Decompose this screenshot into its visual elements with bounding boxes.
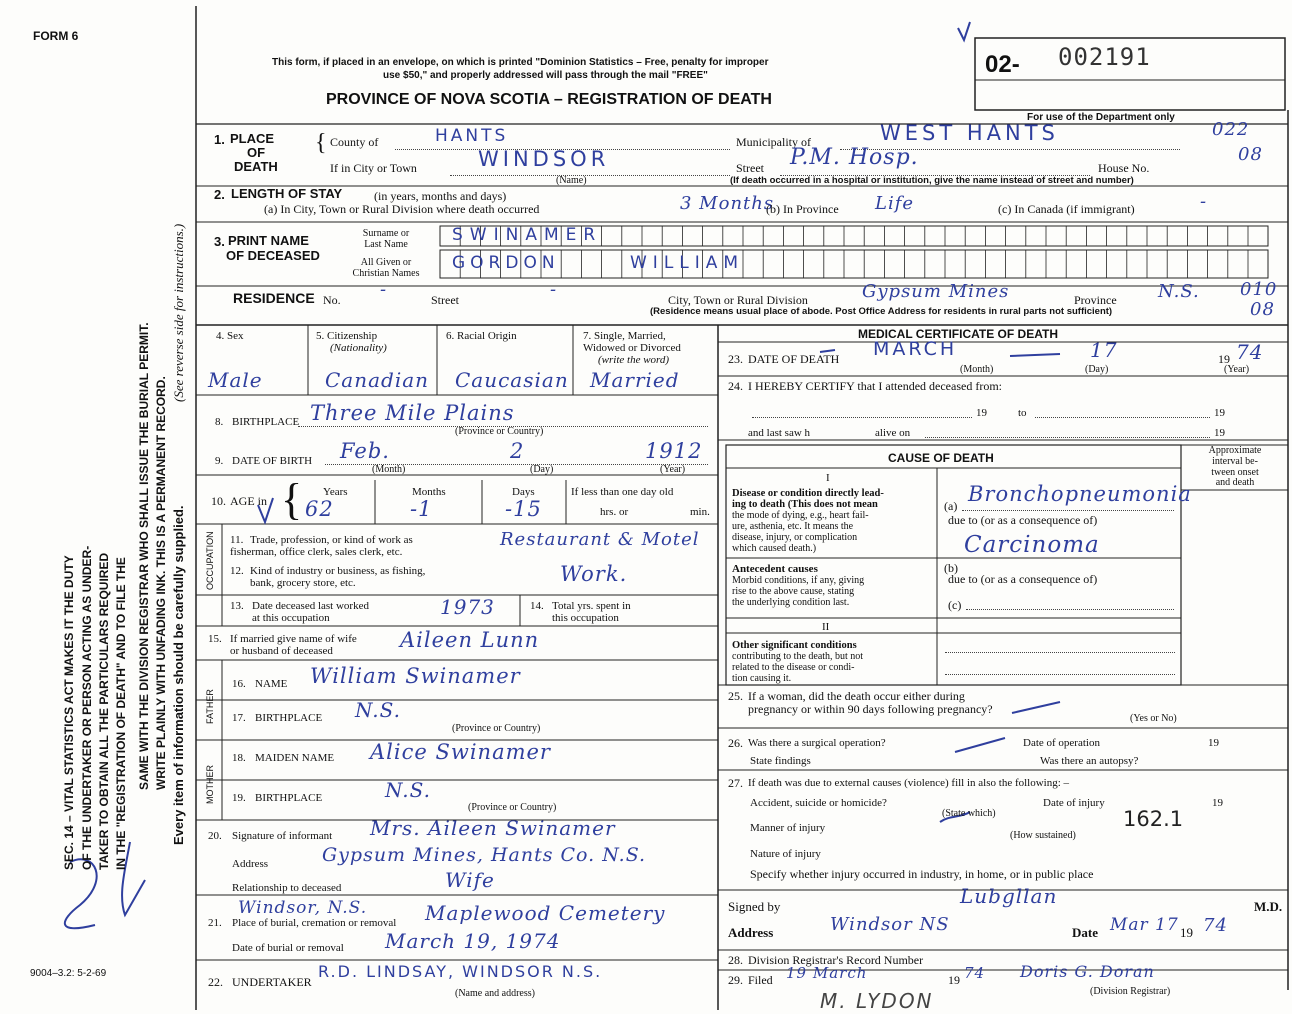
disease-label-1: Disease or condition directly lead- [732, 488, 884, 499]
q27-specify: Specify whether injury occurred in industry, in home, or in public place [750, 867, 1094, 881]
spouse-line2: or husband of deceased [230, 645, 333, 657]
dept-code-1: 022 [1212, 119, 1250, 140]
q27-manner-value: 162.1 [1123, 807, 1184, 831]
dob-month-caption: (Month) [372, 464, 406, 475]
surname-value: SWINAMER [452, 225, 603, 245]
q24-line-alive [925, 437, 1210, 438]
dob-month: Feb. [340, 439, 390, 463]
side-text-line4: IN THE "REGISTRATION OF DEATH" AND TO FILE THE [114, 557, 128, 870]
sex-label: 4. Sex [216, 330, 244, 342]
age-hrs-label: hrs. or [600, 506, 629, 518]
mother-side-label: MOTHER [205, 765, 215, 804]
father-name-label: NAME [255, 678, 288, 690]
sig-date-label: Date [1072, 925, 1098, 940]
spouse-num: 15. [208, 633, 222, 645]
burial-num: 21. [208, 917, 222, 929]
q27-state-caption: (State which) [942, 808, 996, 819]
cause-header: CAUSE OF DEATH [888, 451, 994, 465]
citizenship-label-2: (Nationality) [330, 342, 387, 354]
father-side-label: FATHER [205, 689, 215, 724]
q26-op-19: 19 [1208, 737, 1219, 749]
other-label-4: tion causing it. [732, 673, 792, 684]
q27-nature-label: Nature of injury [750, 848, 821, 860]
q14-num: 14. [530, 600, 544, 612]
informant-sig-value: Mrs. Aileen Swinamer [370, 816, 616, 840]
death-day-caption: (Day) [1085, 364, 1109, 375]
other-label-1: Other significant conditions [732, 640, 857, 651]
residence-city-value: Gypsum Mines [862, 281, 1010, 302]
undertaker-num: 22. [208, 975, 223, 989]
other-line-1 [945, 652, 1175, 653]
mother-name-num: 18. [232, 752, 246, 764]
other-label-3: related to the disease or condi- [732, 662, 855, 673]
father-bp-label: BIRTHPLACE [255, 712, 323, 724]
q28-label: Division Registrar's Record Number [748, 953, 924, 967]
street-value: P.M. Hosp. [790, 145, 919, 170]
mother-bp-label: BIRTHPLACE [255, 792, 323, 804]
street-label: Street [736, 161, 764, 175]
house-label: House No. [1098, 161, 1150, 175]
sex-value: Male [208, 368, 263, 392]
q12-line2: bank, grocery store, etc. [250, 577, 356, 589]
cause-due-1: due to (or as a consequence of) [948, 513, 1098, 527]
q24-line-from [752, 417, 972, 418]
q13-line2: at this occupation [252, 612, 330, 624]
form-label: FORM 6 [33, 29, 79, 43]
city-value: WINDSOR [478, 147, 610, 171]
dept-code-3: 010 [1240, 279, 1278, 300]
q14-line2: this occupation [552, 612, 619, 624]
cause-part2: II [822, 621, 830, 633]
death-year-caption: (Year) [1224, 364, 1250, 375]
md-label: M.D. [1254, 899, 1283, 914]
q24-19a: 19 [976, 407, 987, 419]
death-day: 17 [1090, 338, 1118, 362]
side-text-line6: WRITE PLAINLY WITH UNFADING INK. THIS IS A PERMANENT RECORD. [154, 376, 168, 790]
death-month: MARCH [873, 338, 958, 360]
given-name-2: WILLIAM [630, 253, 745, 273]
q25-caption: (Yes or No) [1130, 713, 1177, 724]
q24-19b: 19 [1214, 407, 1225, 419]
father-bp-num: 17. [232, 712, 246, 724]
q27-injury-date-label: Date of injury [1043, 797, 1105, 809]
father-bp-value: N.S. [355, 698, 401, 722]
q23-num: 23. [728, 352, 743, 366]
county-label: County of [330, 135, 379, 149]
dob-label: DATE OF BIRTH [232, 455, 313, 467]
q11-num: 11. [230, 534, 244, 546]
q24-last: and last saw h [748, 427, 811, 439]
stay-num: 2. [214, 187, 225, 202]
q27-accident-label: Accident, suicide or homicide? [750, 797, 887, 809]
q29-filed-date: 19 March [786, 964, 868, 982]
sig-date-value: Mar 17 [1110, 915, 1179, 935]
dob-day: 2 [510, 439, 525, 463]
q12-value: Work. [560, 562, 628, 586]
reg-number: 002191 [1058, 43, 1151, 71]
dob-year: 1912 [645, 439, 703, 463]
q29-caption: (Division Registrar) [1090, 986, 1171, 997]
q29-num: 29. [728, 973, 743, 987]
cause-b-label: (b) [944, 561, 958, 575]
q26-line2: State findings [750, 755, 811, 767]
name-label-1: PRINT NAME [228, 233, 309, 248]
cause-a-value: Bronchopneumonia [968, 482, 1192, 506]
side-text-line7: Every item of information should be carefully supplied. [171, 505, 186, 845]
cause-c-label: (c) [948, 598, 962, 612]
burial-place-extra: Windsor, N.S. [238, 898, 368, 918]
hospital-note: (If death occurred in a hospital or institution, give the name instead of street and number) [730, 175, 1134, 186]
residence-no-label: No. [323, 293, 341, 307]
q24-19c: 19 [1214, 427, 1225, 439]
age-label: AGE in [230, 494, 267, 508]
q13-num: 13. [230, 600, 244, 612]
residence-no-value: - [380, 279, 388, 300]
antecedent-label-4: the underlying condition last. [732, 597, 850, 608]
q25-line2: pregnancy or within 90 days following pregnancy? [748, 702, 993, 716]
q24-label: I HEREBY CERTIFY that I attended deceased from: [748, 379, 1002, 393]
q24-alive: alive on [875, 427, 911, 439]
sig-date-19: 19 [1180, 925, 1193, 940]
q25-line1: If a woman, did the death occur either during [748, 689, 965, 703]
surname-label-2: Last Name [364, 239, 408, 250]
q27-num: 27. [728, 776, 743, 790]
age-brace: { [281, 475, 303, 524]
dob-num: 9. [215, 455, 224, 467]
age-years-value: 62 [305, 497, 334, 521]
q24-line-to [1035, 417, 1210, 418]
medical-header: MEDICAL CERTIFICATE OF DEATH [858, 327, 1058, 341]
stay-a-value: 3 Months [680, 193, 775, 214]
cause-b-value: Carcinoma [964, 532, 1100, 558]
citizenship-label-1: 5. Citizenship [316, 330, 378, 342]
other-line-2 [945, 674, 1175, 675]
residence-street-label: Street [431, 293, 459, 307]
q11-line1: Trade, profession, or kind of work as [250, 534, 413, 546]
side-text-line2: OF THE UNDERTAKER OR PERSON ACTING AS UNDER- [80, 545, 94, 870]
occupation-side-label: OCCUPATION [205, 531, 215, 590]
age-days-label: Days [512, 486, 535, 498]
q29-registrar: Doris G. Doran [1020, 962, 1155, 981]
sig-address-label: Address [728, 925, 774, 940]
birthplace-caption: (Province or Country) [455, 426, 544, 437]
death-year-prefix: 19 [1218, 352, 1230, 366]
given-label-1: All Given or [360, 257, 412, 268]
residence-province-label: Province [1074, 293, 1117, 307]
antecedent-label-1: Antecedent causes [732, 563, 818, 575]
mother-bp-value: N.S. [385, 778, 431, 802]
name-num: 3. [214, 234, 225, 249]
age-days-value: -15 [505, 497, 542, 521]
q29-stamp: M. LYDON [820, 989, 934, 1013]
given-name-1: GORDON [452, 253, 560, 273]
citizenship-value: Canadian [325, 368, 430, 392]
birthplace-num: 8. [215, 416, 224, 428]
informant-rel-value: Wife [445, 868, 495, 892]
side-text-line5: SAME WITH THE DIVISION REGISTRAR WHO SHALL ISSUE THE BURIAL PERMIT. [137, 322, 151, 790]
q12-line1: Kind of industry or business, as fishing, [250, 565, 426, 577]
father-name-value: William Swinamer [310, 664, 521, 688]
birthplace-value: Three Mile Plains [310, 401, 515, 425]
residence-label: RESIDENCE [233, 290, 315, 306]
form-code: 9004–3.2: 5-2-69 [30, 968, 107, 979]
city-caption: (Name) [556, 175, 587, 186]
surname-label-1: Surname or [362, 228, 410, 239]
disease-label-5: disease, injury, or complication [732, 532, 858, 543]
marital-value: Married [590, 368, 680, 392]
side-text-line1: SEC. 14 – VITAL STATISTICS ACT MAKES IT THE DUTY [62, 555, 76, 870]
disease-label-3: the mode of dying, e.g., heart fail- [732, 510, 869, 521]
cause-a-line [962, 510, 1174, 511]
informant-rel-label: Relationship to deceased [232, 882, 342, 894]
age-years-label: Years [323, 486, 348, 498]
name-label-2: OF DECEASED [226, 248, 320, 263]
mother-bp-num: 19. [232, 792, 246, 804]
burial-place-label: Place of burial, cremation or removal [232, 917, 397, 929]
side-text-line8: (See reverse side for instructions.) [171, 223, 186, 402]
undertaker-caption: (Name and address) [455, 988, 535, 999]
q13-value: 1973 [440, 595, 495, 619]
mother-name-label: MAIDEN NAME [255, 752, 335, 764]
municipality-label: Municipality of [736, 135, 811, 149]
informant-sig-label: Signature of informant [232, 830, 333, 842]
q24-to: to [1018, 407, 1027, 419]
residence-street-value: - [550, 279, 558, 300]
postal-notice-2: use $50," and properly addressed will pass through the mail "FREE" [383, 70, 708, 81]
antecedent-label-2: Morbid conditions, if any, giving [732, 575, 865, 586]
q26-op-label: Date of operation [1023, 737, 1100, 749]
dob-day-caption: (Day) [530, 464, 554, 475]
stay-b-value: Life [875, 193, 915, 214]
marital-label-1: 7. Single, Married, [583, 330, 666, 342]
place-label-1: PLACE [230, 131, 275, 146]
spouse-value: Aileen Lunn [400, 628, 540, 652]
stay-c-label: (c) In Canada (if immigrant) [998, 202, 1135, 216]
q29-filed-year: 74 [964, 964, 986, 982]
q27-line1: If death was due to external causes (violence) fill in also the following: – [748, 777, 1070, 789]
q11-line2: fisherman, office clerk, sales clerk, etc. [230, 546, 403, 558]
place-label-2: OF [247, 145, 266, 160]
residence-note: (Residence means usual place of abode. Post Office Address for residents in rural parts not sufficient) [650, 306, 1113, 317]
interval-label-3: tween onset [1211, 467, 1259, 478]
q23-label: DATE OF DEATH [748, 352, 840, 366]
residence-province-value: N.S. [1158, 281, 1200, 302]
q24-num: 24. [728, 379, 743, 393]
mother-bp-caption: (Province or Country) [468, 802, 557, 813]
mother-name-value: Alice Swinamer [370, 740, 551, 764]
interval-label-1: Approximate [1208, 445, 1262, 456]
stay-c-value: - [1200, 191, 1208, 212]
race-label: 6. Racial Origin [446, 330, 517, 342]
county-value: HANTS [435, 126, 509, 146]
stay-label: LENGTH OF STAY [231, 186, 343, 201]
signed-value: Lubgllan [960, 884, 1058, 908]
stay-b-label: (b) In Province [766, 202, 839, 216]
q11-value: Restaurant & Motel [500, 529, 700, 550]
burial-place-value: Maplewood Cemetery [425, 901, 666, 925]
age-months-value: -1 [410, 497, 433, 521]
interval-label-4: and death [1215, 477, 1255, 488]
city-line [450, 175, 730, 176]
stay-units: (in years, months and days) [374, 189, 507, 203]
age-min-label: min. [690, 506, 710, 518]
signed-label: Signed by [728, 899, 781, 914]
page-title: PROVINCE OF NOVA SCOTIA – REGISTRATION OF DEATH [326, 91, 772, 108]
place-num: 1. [214, 132, 225, 147]
informant-addr-value: Gypsum Mines, Hants Co. N.S. [322, 844, 647, 866]
other-label-2: contributing to the death, but not [732, 651, 864, 662]
informant-addr-label: Address [232, 858, 269, 870]
cause-part1: I [826, 472, 830, 484]
dob-year-caption: (Year) [660, 464, 686, 475]
burial-date-value: March 19, 1974 [385, 929, 561, 953]
q14-line1: Total yrs. spent in [552, 600, 631, 612]
q29-label: Filed [748, 973, 773, 987]
informant-num: 20. [208, 830, 222, 842]
sig-date-year: 74 [1203, 915, 1228, 936]
stay-a-label: (a) In City, Town or Rural Division where death occurred [264, 202, 540, 216]
reg-prefix: 02- [985, 51, 1020, 78]
municipality-value: WEST HANTS [880, 121, 1059, 145]
birthplace-label: BIRTHPLACE [232, 416, 300, 428]
undertaker-value: R.D. LINDSAY, WINDSOR N.S. [318, 962, 603, 981]
marital-label-3: (write the word) [598, 354, 670, 366]
death-year: 74 [1236, 340, 1264, 364]
undertaker-label: UNDERTAKER [232, 975, 312, 989]
place-label-3: DEATH [234, 159, 278, 174]
marital-label-2: Widowed or Divorced [583, 342, 681, 354]
disease-label-6: which caused death.) [732, 543, 817, 554]
q29-19: 19 [948, 973, 960, 987]
city-label: If in City or Town [330, 161, 417, 175]
q26-autopsy: Was there an autopsy? [1040, 755, 1139, 767]
disease-label-4: ure, asthenia, etc. It means the [732, 521, 854, 532]
dept-code-4: 08 [1250, 299, 1275, 320]
disease-label-2: ing to death (This does not mean [732, 499, 878, 510]
cause-c-line [966, 609, 1174, 610]
q12-num: 12. [230, 565, 244, 577]
father-name-num: 16. [232, 678, 246, 690]
cause-a-label: (a) [944, 499, 958, 513]
given-label-2: Christian Names [352, 268, 420, 279]
q26-line1: Was there a surgical operation? [748, 737, 886, 749]
age-less-label: If less than one day old [571, 486, 674, 498]
q27-manner-label: Manner of injury [750, 822, 826, 834]
father-bp-caption: (Province or Country) [452, 723, 541, 734]
side-text-line3: TAKER TO OBTAIN ALL THE PARTICULARS REQUIRED [97, 552, 111, 870]
q13-line1: Date deceased last worked [252, 600, 369, 612]
death-month-caption: (Month) [960, 364, 994, 375]
q25-num: 25. [728, 689, 743, 703]
q26-num: 26. [728, 736, 743, 750]
dept-use: For use of the Department only [1027, 112, 1175, 123]
interval-label-2: interval be- [1212, 456, 1258, 467]
race-value: Caucasian [455, 368, 569, 392]
dept-code-2: 08 [1238, 144, 1263, 165]
q28-num: 28. [728, 953, 743, 967]
residence-city-label: City, Town or Rural Division [668, 293, 808, 307]
sig-address-value: Windsor NS [830, 914, 950, 935]
q27-sustained-caption: (How sustained) [1010, 830, 1076, 841]
place-brace: { [315, 130, 327, 156]
postal-notice-1: This form, if placed in an envelope, on which is printed "Dominion Statistics – Free, penalty for improper [272, 57, 769, 68]
antecedent-label-3: rise to the above cause, stating [732, 586, 855, 597]
burial-date-label: Date of burial or removal [232, 942, 344, 954]
spouse-line1: If married give name of wife [230, 633, 357, 645]
age-months-label: Months [412, 486, 446, 498]
age-num: 10. [211, 494, 226, 508]
cause-due-2: due to (or as a consequence of) [948, 572, 1098, 586]
q27-injury-19: 19 [1212, 797, 1223, 809]
